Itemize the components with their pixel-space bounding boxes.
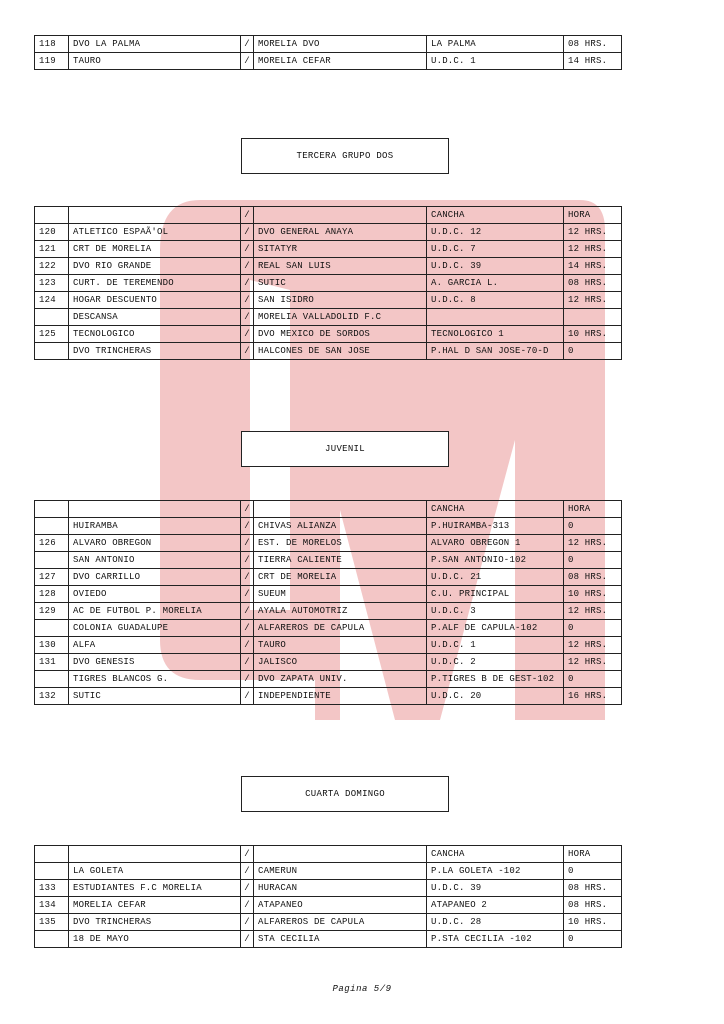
section-title-cuarta-domingo: CUARTA DOMINGO <box>241 776 449 812</box>
match-time: 12 HRS. <box>564 241 622 258</box>
versus-separator: / <box>241 569 254 586</box>
table-row <box>35 586 622 603</box>
away-team: DVO MEXICO DE SORDOS <box>254 326 427 343</box>
match-time: 12 HRS. <box>564 535 622 552</box>
schedule-table-juvenil <box>34 500 622 705</box>
match-number: 120 <box>35 224 69 241</box>
match-number: 119 <box>35 53 69 70</box>
home-team: DVO RIO GRANDE <box>69 258 241 275</box>
versus-separator: / <box>241 897 254 914</box>
home-team: DVO CARRILLO <box>69 569 241 586</box>
versus-separator: / <box>241 846 254 863</box>
home-team: HUIRAMBA <box>69 518 241 535</box>
match-number <box>35 931 69 948</box>
match-time: 0 <box>564 620 622 637</box>
page-number: Pagina 5/9 <box>332 984 392 994</box>
table-row <box>35 258 622 275</box>
home-team: MORELIA CEFAR <box>69 897 241 914</box>
home-team: COLONIA GUADALUPE <box>69 620 241 637</box>
away-team: HALCONES DE SAN JOSE <box>254 343 427 360</box>
away-team: SUTIC <box>254 275 427 292</box>
away-team: TIERRA CALIENTE <box>254 552 427 569</box>
away-team: INDEPENDIENTE <box>254 688 427 705</box>
match-number: 127 <box>35 569 69 586</box>
field-name: U.D.C. 21 <box>427 569 564 586</box>
away-team: DVO GENERAL ANAYA <box>254 224 427 241</box>
table-row <box>35 603 622 620</box>
away-team: SUEUM <box>254 586 427 603</box>
table-row <box>35 292 622 309</box>
home-team: CRT DE MORELIA <box>69 241 241 258</box>
away-team: MORELIA VALLADOLID F.C <box>254 309 427 326</box>
away-team: AYALA AUTOMOTRIZ <box>254 603 427 620</box>
versus-separator: / <box>241 880 254 897</box>
field-name: P.ALF DE CAPULA-102 <box>427 620 564 637</box>
away-team: CRT DE MORELIA <box>254 569 427 586</box>
table-row <box>35 620 622 637</box>
table-row <box>35 309 622 326</box>
match-number <box>35 620 69 637</box>
versus-separator: / <box>241 207 254 224</box>
away-team: JALISCO <box>254 654 427 671</box>
away-team: EST. DE MORELOS <box>254 535 427 552</box>
match-time: 0 <box>564 343 622 360</box>
versus-separator: / <box>241 586 254 603</box>
table-row <box>35 914 622 931</box>
away-team: TAURO <box>254 637 427 654</box>
schedule-table-cuarta <box>34 845 622 948</box>
versus-separator: / <box>241 552 254 569</box>
match-time: 14 HRS. <box>564 258 622 275</box>
column-header-hora: HORA <box>564 846 622 863</box>
table-row <box>35 688 622 705</box>
table-header-row <box>35 846 622 863</box>
table-row <box>35 535 622 552</box>
away-team: STA CECILIA <box>254 931 427 948</box>
match-number <box>35 552 69 569</box>
field-name: A. GARCIA L. <box>427 275 564 292</box>
match-number <box>35 343 69 360</box>
home-team: DVO TRINCHERAS <box>69 914 241 931</box>
versus-separator: / <box>241 292 254 309</box>
home-team: HOGAR DESCUENTO <box>69 292 241 309</box>
section-title-juvenil: JUVENIL <box>241 431 449 467</box>
match-number <box>35 518 69 535</box>
section-title-tercera-grupo-dos: TERCERA GRUPO DOS <box>241 138 449 174</box>
field-name: P.HAL D SAN JOSE-70-D <box>427 343 564 360</box>
field-name: P.HUIRAMBA-313 <box>427 518 564 535</box>
table-row <box>35 863 622 880</box>
match-number: 130 <box>35 637 69 654</box>
field-name: P.TIGRES B DE GEST-102 <box>427 671 564 688</box>
versus-separator: / <box>241 518 254 535</box>
match-number <box>35 671 69 688</box>
home-team: ESTUDIANTES F.C MORELIA <box>69 880 241 897</box>
home-team: DVO TRINCHERAS <box>69 343 241 360</box>
versus-separator: / <box>241 309 254 326</box>
away-team: ALFAREROS DE CAPULA <box>254 620 427 637</box>
versus-separator: / <box>241 241 254 258</box>
away-team: DVO ZAPATA UNIV. <box>254 671 427 688</box>
match-time: 12 HRS. <box>564 603 622 620</box>
home-team: DVO GENESIS <box>69 654 241 671</box>
table-header-row <box>35 501 622 518</box>
field-name: TECNOLOGICO 1 <box>427 326 564 343</box>
field-name: C.U. PRINCIPAL <box>427 586 564 603</box>
table-row <box>35 275 622 292</box>
home-team: SUTIC <box>69 688 241 705</box>
home-team: LA GOLETA <box>69 863 241 880</box>
match-time: 10 HRS. <box>564 914 622 931</box>
table-row <box>35 671 622 688</box>
away-team: CAMERUN <box>254 863 427 880</box>
table-row <box>35 36 622 53</box>
field-name: U.D.C. 8 <box>427 292 564 309</box>
match-number: 131 <box>35 654 69 671</box>
field-name: U.D.C. 7 <box>427 241 564 258</box>
table-header-row <box>35 207 622 224</box>
table-row <box>35 637 622 654</box>
home-team: OVIEDO <box>69 586 241 603</box>
away-team: MORELIA CEFAR <box>254 53 427 70</box>
match-time: 08 HRS. <box>564 880 622 897</box>
match-number: 134 <box>35 897 69 914</box>
versus-separator: / <box>241 688 254 705</box>
versus-separator: / <box>241 343 254 360</box>
field-name: P.SAN ANTONIO-102 <box>427 552 564 569</box>
away-team: ALFAREROS DE CAPULA <box>254 914 427 931</box>
match-time <box>564 309 622 326</box>
match-time: 08 HRS. <box>564 275 622 292</box>
table-row <box>35 880 622 897</box>
match-number <box>35 309 69 326</box>
versus-separator: / <box>241 275 254 292</box>
versus-separator: / <box>241 654 254 671</box>
match-number: 118 <box>35 36 69 53</box>
field-name: U.D.C. 39 <box>427 258 564 275</box>
table-row <box>35 53 622 70</box>
away-team: CHIVAS ALIANZA <box>254 518 427 535</box>
field-name: U.D.C. 12 <box>427 224 564 241</box>
field-name: U.D.C. 39 <box>427 880 564 897</box>
away-team: MORELIA DVO <box>254 36 427 53</box>
match-time: 10 HRS. <box>564 586 622 603</box>
table-row <box>35 518 622 535</box>
match-time: 14 HRS. <box>564 53 622 70</box>
versus-separator: / <box>241 863 254 880</box>
field-name: ALVARO OBREGON 1 <box>427 535 564 552</box>
home-team: ATLETICO ESPAÃ'OL <box>69 224 241 241</box>
match-time: 0 <box>564 671 622 688</box>
match-time: 0 <box>564 552 622 569</box>
table-row <box>35 326 622 343</box>
versus-separator: / <box>241 931 254 948</box>
home-team: DVO LA PALMA <box>69 36 241 53</box>
table-row <box>35 931 622 948</box>
field-name: U.D.C. 2 <box>427 654 564 671</box>
versus-separator: / <box>241 620 254 637</box>
match-number: 128 <box>35 586 69 603</box>
match-time: 0 <box>564 931 622 948</box>
field-name: P.STA CECILIA -102 <box>427 931 564 948</box>
home-team: TECNOLOGICO <box>69 326 241 343</box>
match-number: 126 <box>35 535 69 552</box>
versus-separator: / <box>241 535 254 552</box>
field-name <box>427 309 564 326</box>
table-row <box>35 224 622 241</box>
match-time: 08 HRS. <box>564 36 622 53</box>
match-time: 12 HRS. <box>564 654 622 671</box>
table-row <box>35 897 622 914</box>
home-team: AC DE FUTBOL P. MORELIA <box>69 603 241 620</box>
match-time: 08 HRS. <box>564 569 622 586</box>
match-time: 12 HRS. <box>564 224 622 241</box>
match-time: 12 HRS. <box>564 292 622 309</box>
match-time: 08 HRS. <box>564 897 622 914</box>
versus-separator: / <box>241 53 254 70</box>
match-number: 122 <box>35 258 69 275</box>
home-team: DESCANSA <box>69 309 241 326</box>
column-header-hora: HORA <box>564 501 622 518</box>
away-team: ATAPANEO <box>254 897 427 914</box>
match-time: 0 <box>564 518 622 535</box>
match-time: 0 <box>564 863 622 880</box>
field-name: U.D.C. 28 <box>427 914 564 931</box>
away-team: SITATYR <box>254 241 427 258</box>
match-number: 123 <box>35 275 69 292</box>
match-time: 12 HRS. <box>564 637 622 654</box>
match-number: 129 <box>35 603 69 620</box>
match-time: 10 HRS. <box>564 326 622 343</box>
match-number: 124 <box>35 292 69 309</box>
column-header-cancha: CANCHA <box>427 501 564 518</box>
home-team: SAN ANTONIO <box>69 552 241 569</box>
match-number: 135 <box>35 914 69 931</box>
versus-separator: / <box>241 603 254 620</box>
versus-separator: / <box>241 258 254 275</box>
schedule-table-tercera <box>34 206 622 360</box>
column-header-cancha: CANCHA <box>427 846 564 863</box>
field-name: ATAPANEO 2 <box>427 897 564 914</box>
match-number: 133 <box>35 880 69 897</box>
away-team: HURACAN <box>254 880 427 897</box>
field-name: U.D.C. 1 <box>427 637 564 654</box>
home-team: 18 DE MAYO <box>69 931 241 948</box>
column-header-cancha: CANCHA <box>427 207 564 224</box>
versus-separator: / <box>241 501 254 518</box>
match-number <box>35 863 69 880</box>
field-name: U.D.C. 20 <box>427 688 564 705</box>
home-team: ALFA <box>69 637 241 654</box>
versus-separator: / <box>241 637 254 654</box>
match-number: 132 <box>35 688 69 705</box>
versus-separator: / <box>241 326 254 343</box>
versus-separator: / <box>241 671 254 688</box>
schedule-table-top <box>34 35 622 70</box>
field-name: P.LA GOLETA -102 <box>427 863 564 880</box>
away-team: SAN ISIDRO <box>254 292 427 309</box>
versus-separator: / <box>241 36 254 53</box>
table-row <box>35 569 622 586</box>
table-row <box>35 552 622 569</box>
home-team: CURT. DE TEREMENDO <box>69 275 241 292</box>
match-number: 121 <box>35 241 69 258</box>
column-header-hora: HORA <box>564 207 622 224</box>
field-name: U.D.C. 3 <box>427 603 564 620</box>
home-team: ALVARO OBREGON <box>69 535 241 552</box>
home-team: TIGRES BLANCOS G. <box>69 671 241 688</box>
table-row <box>35 654 622 671</box>
versus-separator: / <box>241 914 254 931</box>
field-name: LA PALMA <box>427 36 564 53</box>
away-team: REAL SAN LUIS <box>254 258 427 275</box>
match-time: 16 HRS. <box>564 688 622 705</box>
home-team: TAURO <box>69 53 241 70</box>
table-row <box>35 343 622 360</box>
versus-separator: / <box>241 224 254 241</box>
table-row <box>35 241 622 258</box>
field-name: U.D.C. 1 <box>427 53 564 70</box>
match-number: 125 <box>35 326 69 343</box>
